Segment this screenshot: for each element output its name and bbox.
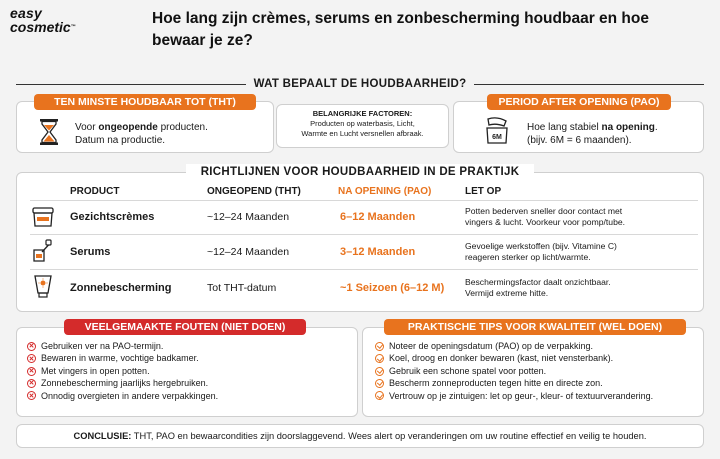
dropper-bottle-icon — [30, 239, 56, 263]
col-header-unopened: ONGEOPEND (THT) — [207, 186, 301, 197]
list-item-text: Koel, droog en donker bewaren (kast, niet vensterbank). — [389, 353, 614, 364]
note-line1: Beschermingsfactor daalt onzichtbaar. — [465, 277, 611, 287]
factors-title: BELANGRIJKE FACTOREN: — [312, 109, 413, 118]
page-title: Hoe lang zijn crèmes, serums en zonbescherming houdbaar en hoe bewaar je ze? — [152, 10, 649, 49]
hourglass-icon — [39, 118, 59, 146]
tht-line1-post: producten. — [157, 122, 208, 133]
row-divider — [30, 234, 698, 235]
note-value — [465, 277, 611, 299]
opened-value: ~1 Seizoen (6–12 M) — [340, 282, 445, 294]
cross-icon — [27, 391, 36, 400]
list-item-text: Onnodig overgieten in andere verpakkingen. — [41, 390, 219, 401]
pao-label: PERIOD AFTER OPENING (PAO) — [487, 94, 671, 110]
list-item — [27, 352, 218, 364]
list-item — [375, 390, 653, 402]
tips-card — [362, 327, 704, 417]
col-header-product: PRODUCT — [70, 186, 120, 197]
list-item — [27, 390, 218, 402]
opened-value: 3–12 Maanden — [340, 246, 416, 258]
mistakes-card — [16, 327, 358, 417]
note-line2: reageren sterker op licht/warmte. — [465, 252, 591, 262]
pao-line1-pre: Hoe lang stabiel — [527, 122, 602, 133]
brand-line2: cosmetic — [10, 19, 71, 35]
conclusion-label: CONCLUSIE: — [73, 431, 132, 441]
cream-jar-icon — [30, 205, 56, 229]
unopened-value: ~12–24 Maanden — [207, 211, 290, 223]
row-divider — [30, 269, 698, 270]
list-item — [27, 377, 218, 389]
col-header-note: LET OP — [465, 186, 502, 197]
list-item — [375, 340, 653, 352]
unopened-value: Tot THT-datum — [207, 282, 277, 294]
list-item — [375, 377, 653, 389]
product-name: Serums — [70, 246, 111, 258]
tht-line1-pre: Voor — [75, 122, 99, 133]
cross-icon — [27, 354, 36, 363]
product-name: Gezichtscrèmes — [70, 211, 155, 223]
list-item — [27, 365, 218, 377]
list-item-text: Noteer de openingsdatum (PAO) op de verpakking. — [389, 341, 593, 351]
tht-label: TEN MINSTE HOUDBAAR TOT (THT) — [34, 94, 256, 110]
pao-line1-post: . — [654, 122, 658, 133]
tht-line1-bold: ongeopende — [98, 122, 158, 133]
check-icon — [375, 379, 384, 388]
list-item-text: Zonnebescherming jaarlijks hergebruiken. — [41, 378, 209, 389]
list-item — [27, 340, 218, 352]
product-name: Zonnebescherming — [70, 282, 172, 294]
list-item-text: Vertrouw op je zintuigen: let op geur-, kleur- of textuurverandering. — [389, 390, 654, 401]
cross-icon — [27, 379, 36, 388]
pao-icon-text: 6M — [492, 134, 502, 141]
mistakes-list — [27, 340, 218, 402]
pao-line2: (bijv. 6M = 6 maanden). — [527, 135, 632, 146]
tips-list — [375, 340, 653, 402]
unopened-value: ~12–24 Maanden — [207, 246, 290, 258]
conclusion-text: THT, PAO en bewaarcondities zijn doorslaggevend. Wees alert op veranderingen om uw routine effectief en veilig te houden. — [131, 431, 647, 441]
list-item-text: Bewaren in warme, vochtige badkamer. — [41, 353, 199, 364]
list-item — [375, 365, 653, 377]
col-header-opened: NA OPENING (PAO) — [338, 186, 432, 197]
note-value — [465, 206, 625, 228]
check-icon — [375, 354, 384, 363]
section-title: WAT BEPAALT DE HOUDBAARHEID? — [253, 78, 467, 90]
note-line2: Vermijd extreme hitte. — [465, 288, 549, 298]
open-jar-icon — [484, 117, 510, 145]
note-value — [465, 241, 617, 263]
list-item-text: Gebruiken ver na PAO-termijn. — [41, 341, 164, 351]
tips-label: PRAKTISCHE TIPS VOOR KWALITEIT (WEL DOEN) — [384, 319, 686, 335]
list-item — [375, 352, 653, 364]
section-header-richtlijnen — [186, 164, 534, 180]
factors-card — [276, 104, 449, 148]
list-item-text: Bescherm zonneproducten tegen hitte en directe zon. — [389, 378, 603, 389]
list-item-text: Gebruik een schone spatel voor potten. — [389, 365, 547, 376]
note-line1: Potten bederven sneller door contact met — [465, 206, 623, 216]
check-icon — [375, 367, 384, 376]
check-icon — [375, 391, 384, 400]
pao-line1-bold: na opening — [601, 122, 655, 133]
list-item-text: Met vingers in open potten. — [41, 365, 150, 376]
cross-icon — [27, 342, 36, 351]
note-line1: Gevoelige werkstoffen (bijv. Vitamine C) — [465, 241, 617, 251]
conclusion-bar — [16, 424, 704, 448]
sunscreen-tube-icon — [30, 274, 56, 298]
brand-logo — [10, 6, 90, 34]
tht-line2: Datum na productie. — [75, 135, 166, 146]
pao-description — [527, 121, 658, 147]
factors-line1: Producten op waterbasis, Licht, — [310, 119, 415, 128]
factors-line2: Warmte en Lucht versnellen afbraak. — [301, 129, 424, 138]
cross-icon — [27, 367, 36, 376]
check-icon — [375, 342, 384, 351]
section2-title: RICHTLIJNEN VOOR HOUDBAARHEID IN DE PRAKTIJK — [200, 166, 520, 178]
mistakes-label: VEELGEMAAKTE FOUTEN (NIET DOEN) — [64, 319, 306, 335]
note-line2: vingers & lucht. Voorkeur voor pomp/tube. — [465, 217, 626, 227]
brand-tm: ™ — [70, 24, 76, 30]
brand-line1: easy — [10, 5, 42, 21]
opened-value: 6–12 Maanden — [340, 211, 416, 223]
tht-description — [75, 121, 208, 147]
row-divider — [30, 200, 698, 201]
section-header-houdbaarheid — [16, 76, 704, 92]
